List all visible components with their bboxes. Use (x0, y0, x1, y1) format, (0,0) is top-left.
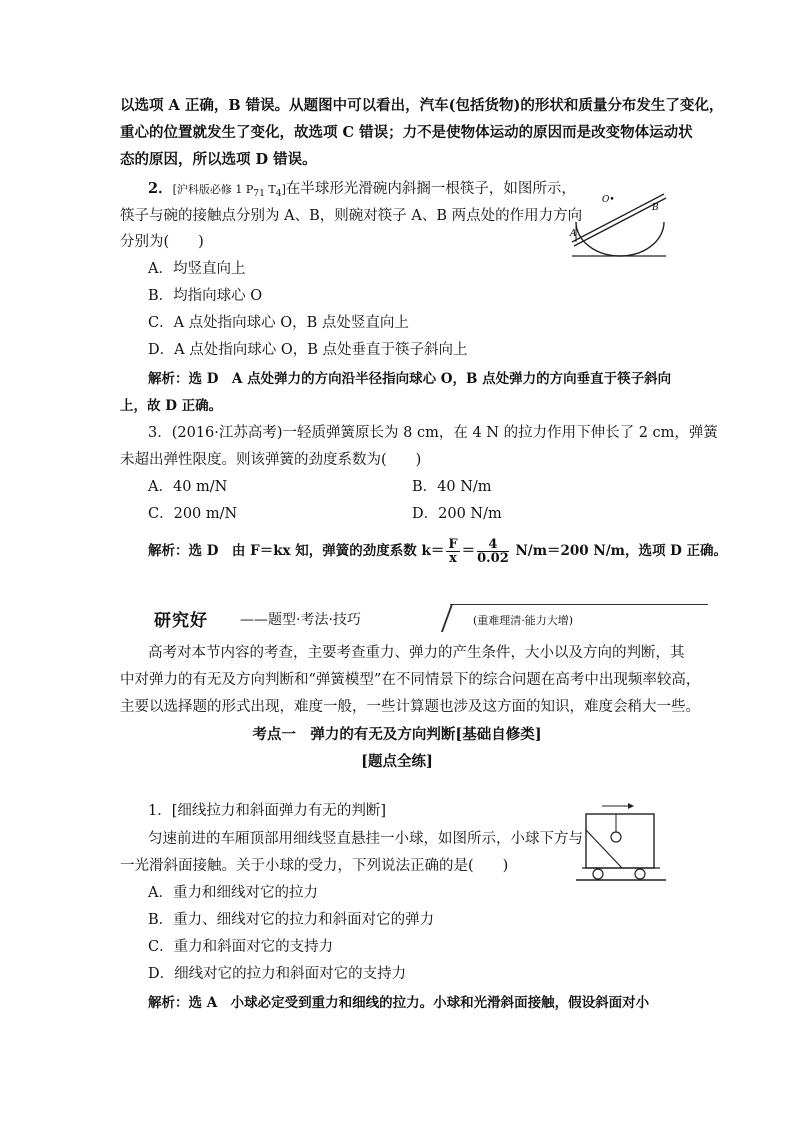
label-a: A (570, 229, 577, 239)
q1-stem-line2: 一光滑斜面接触。关于小球的受力，下列说法正确的是( ) (120, 858, 509, 874)
q3-analysis: 解析：选 D 由 F＝kx 知，弹簧的劲度系数 k＝ $\frac{F}{x}$ ＝ $\frac{4}{0.02}$ N/m＝200 N/m，选项 D 正确。 (148, 537, 728, 566)
banner-title: 研究好 (154, 611, 208, 631)
label-b: B (652, 203, 659, 213)
bowl-chopstick-figure (568, 186, 670, 262)
banner-rule (450, 604, 708, 605)
q3-option-c: C．200 m/N (148, 506, 238, 522)
q2-option-c: C．A 点处指向球心 O，B 点处竖直向上 (148, 315, 409, 331)
intro-line: 中对弹力的有无及方向判断和“弹簧模型”在不同情景下的综合问题在高考中出现频率较高， (120, 672, 701, 688)
q2-stem-line3: 分别为( ) (120, 234, 204, 250)
paragraph-line: 以选项 A 正确，B 错误。从题图中可以看出，汽车(包括货物)的形状和质量分布发生了变化， (120, 97, 724, 114)
train-car-figure (576, 800, 666, 886)
q1-option-a: A．重力和细线对它的拉力 (148, 885, 318, 901)
q2-stem-line2: 筷子与碗的接触点分别为 A、B，则碗对筷子 A、B 两点处的作用力方向 (120, 208, 583, 224)
q3-stem-line1: 3．(2016·江苏高考)一轻质弹簧原长为 8 cm，在 4 N 的拉力作用下伸长了 2 cm，弹簧 (148, 425, 718, 441)
q2-option-d: D．A 点处指向球心 O，B 点处垂直于筷子斜向上 (148, 342, 468, 358)
banner-note: (重难理清·能力大增) (473, 614, 574, 627)
fraction-f-over-x: $\frac{F}{x}$ (448, 537, 458, 566)
q1-title: 1．[细线拉力和斜面弹力有无的判断] (148, 803, 387, 819)
paragraph-line: 态的原因，所以选项 D 错误。 (120, 151, 317, 168)
intro-line: 高考对本节内容的考查，主要考查重力、弹力的产生条件，大小以及方向的判断，其 (148, 645, 685, 661)
q3-stem-line2: 未超出弹性限度。则该弹簧的劲度系数为( ) (120, 452, 422, 468)
q3-option-a: A．40 m/N (148, 479, 228, 495)
q2-analysis-line2: 上，故 D 正确。 (120, 398, 223, 414)
q2-source: [沪科版必修 1 $P_{71}$ $T_4$] (172, 183, 286, 200)
q2-number: 2． (148, 180, 173, 197)
banner-divider (441, 604, 453, 632)
q2-stem-line1: 2．[沪科版必修 1 $P_{71}$ $T_4$]在半球形光滑碗内斜搁一根筷子，如图所示， (148, 180, 576, 200)
fraction-4-over-002: $\frac{4}{0.02}$ (477, 537, 509, 566)
q1-option-c: C．重力和斜面对它的支持力 (148, 939, 334, 955)
intro-line: 主要以选择题的形式出现，难度一般，一些计算题也涉及这方面的知识，难度会稍大一些。 (120, 699, 700, 715)
q3-option-b: B．40 N/m (412, 479, 492, 495)
q2-analysis-line1: 解析：选 D A 点处弹力的方向沿半径指向球心 O，B 点处弹力的方向垂直于筷子斜向 (148, 371, 672, 387)
banner-subtitle: ——题型·考法·技巧 (240, 612, 361, 628)
label-o: O• (602, 195, 615, 205)
q1-stem-line1: 匀速前进的车厢顶部用细线竖直悬挂一小球，如图所示，小球下方与 (148, 831, 583, 847)
paragraph-line: 重心的位置就发生了变化，故选项 C 错误；力不是使物体运动的原因而是改变物体运动状 (120, 124, 693, 141)
q2-option-a: A．均竖直向上 (148, 261, 246, 277)
q3-option-d: D．200 N/m (412, 506, 502, 522)
section-heading: 考点一 弹力的有无及方向判断[基础自修类] (252, 726, 542, 743)
q1-analysis: 解析：选 A 小球必定受到重力和细线的拉力。小球和光滑斜面接触，假设斜面对小 (148, 995, 650, 1011)
section-subheading: [题点全练] (361, 753, 433, 770)
q1-option-b: B．重力、细线对它的拉力和斜面对它的弹力 (148, 912, 435, 928)
q1-option-d: D．细线对它的拉力和斜面对它的支持力 (148, 966, 407, 982)
section-banner (148, 604, 708, 632)
q2-option-b: B．均指向球心 O (148, 288, 263, 304)
